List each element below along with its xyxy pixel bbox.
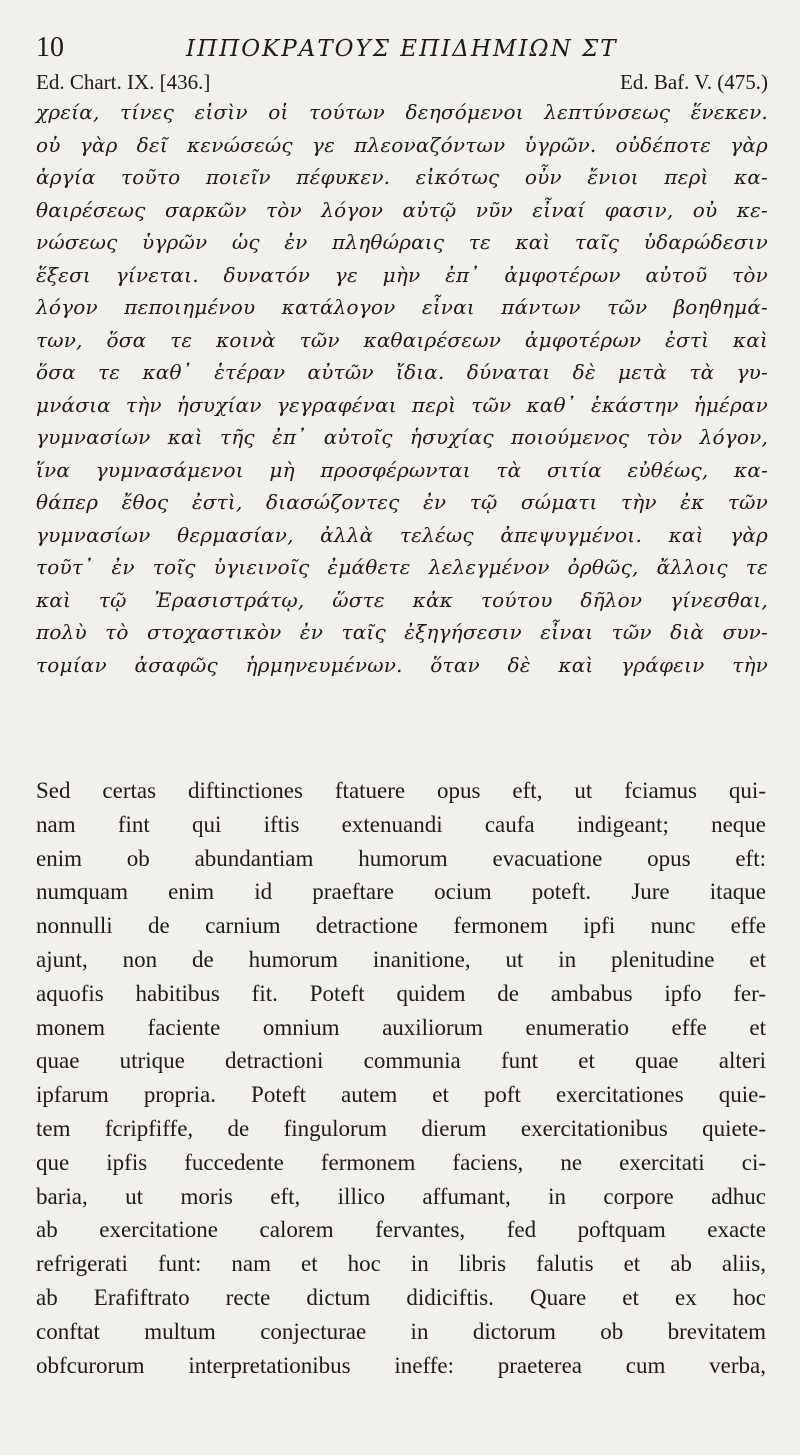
- latin-line: que ipfis fuccedente fermonem faciens, ne exercitati ci-: [36, 1149, 766, 1175]
- latin-text-block: [36, 774, 766, 1382]
- greek-line: θαιρέσεως σαρκῶν τὸν λόγον αὐτῷ νῦν εἶναί φασιν, οὐ κε-: [36, 197, 768, 222]
- latin-line: ab Erafiftrato recte dictum didiciftis. Quare et ex hoc: [36, 1284, 766, 1310]
- greek-line: μνάσια τὴν ἡσυχίαν γεγραφέναι περὶ τῶν καθ᾽ ἑκάστην ἡμέραν: [36, 392, 768, 417]
- edition-references: [36, 70, 768, 98]
- edition-reference-basel: Ed. Baf. V. (475.): [620, 70, 768, 94]
- greek-line: νώσεως ὑγρῶν ὡς ἐν πληθώραις τε καὶ ταῖς ὑδαρώδεσιν: [36, 230, 768, 254]
- greek-line: καὶ τῷ Ἐρασιστράτῳ, ὥστε κἀκ τούτου δῆλον γίνεσθαι,: [36, 587, 768, 612]
- latin-line: ipfarum propria. Poteft autem et poft exercitationes quie-: [36, 1082, 766, 1108]
- greek-line: γυμνασίων καὶ τῆς ἐπ᾽ αὐτοῖς ἡσυχίας ποιούμενος τὸν λόγον,: [36, 425, 768, 449]
- latin-line: aquofis habitibus fit. Poteft quidem de ambabus ipfo fer-: [36, 980, 766, 1006]
- greek-line: λόγον πεποιημένου κατάλογον εἶναι πάντων τῶν βοηθημά-: [36, 295, 768, 319]
- greek-line: ὅσα τε καθ᾽ ἑτέραν αὐτῶν ἴδια. δύναται δὲ μετὰ τὰ γυ-: [36, 360, 768, 384]
- latin-line: numquam enim id praeftare ocium poteft. Jure itaque: [36, 879, 766, 905]
- running-title: ΙΠΠΟΚΡΑΤΟΥΣ ΕΠΙΔΗΜΙΩΝ ΣΤ: [186, 36, 618, 62]
- greek-line: πολὺ τὸ στοχαστικὸν ἐν ταῖς ἐξηγήσεσιν εἶναι τῶν διὰ συν-: [36, 620, 768, 644]
- latin-line: tem fcripfiffe, de fingulorum dierum exercitationibus quiete-: [36, 1115, 766, 1141]
- latin-line: monem faciente omnium auxiliorum enumeratio effe et: [36, 1014, 766, 1040]
- latin-line: ajunt, non de humorum inanitione, ut in plenitudine et: [36, 946, 766, 972]
- greek-line: τομίαν ἀσαφῶς ἡρμηνευμένων. ὅταν δὲ καὶ γράφειν τὴν: [36, 652, 768, 677]
- latin-line: quae utrique detractioni communia funt et quae alteri: [36, 1048, 766, 1074]
- latin-line: nonnulli de carnium detractione fermonem ipfi nunc effe: [36, 913, 766, 939]
- page-header: [36, 30, 768, 70]
- greek-line: γυμνασίων θερμασίαν, ἀλλὰ τελέως ἀπεψυγμένοι. καὶ γὰρ: [36, 522, 768, 547]
- greek-line: ἕξεσι γίνεται. δυνατόν γε μὴν ἐπ᾽ ἀμφοτέρων αὐτοῦ τὸν: [36, 262, 768, 287]
- latin-line: nam fint qui iftis extenuandi caufa indigeant; neque: [36, 811, 766, 837]
- latin-line: baria, ut moris eft, illico affumant, in corpore adhuc: [36, 1183, 766, 1209]
- greek-line: των, ὅσα τε κοινὰ τῶν καθαιρέσεων ἀμφοτέρων ἐστὶ καὶ: [36, 327, 768, 352]
- greek-line: ἀργία τοῦτο ποιεῖν πέφυκεν. εἰκότως οὖν ἔνιοι περὶ κα-: [36, 165, 768, 189]
- latin-line: ab exercitatione calorem fervantes, fed poftquam exacte: [36, 1217, 766, 1243]
- latin-line: conftat multum conjecturae in dictorum ob brevitatem: [36, 1318, 766, 1344]
- page-number: 10: [36, 32, 64, 63]
- latin-line: obfcurorum interpretationibus ineffe: praeterea cum verba,: [36, 1352, 766, 1378]
- greek-line: ἵνα γυμνασάμενοι μὴ προσφέρωνται τὰ σιτία εὐθέως, κα-: [36, 457, 768, 482]
- greek-line: τοῦτ᾽ ἐν τοῖς ὑγιεινοῖς ἐμάθετε λελεγμένον ὀρθῶς, ἄλλοις τε: [36, 555, 768, 579]
- latin-line: enim ob abundantiam humorum evacuatione opus eft:: [36, 845, 766, 871]
- greek-text-block: [36, 96, 768, 681]
- greek-line: χρεία, τίνες εἰσὶν οἱ τούτων δεησόμενοι λεπτύνσεως ἕνεκεν.: [36, 100, 768, 124]
- latin-line: Sed certas diftinctiones ftatuere opus eft, ut fciamus qui-: [36, 778, 766, 803]
- edition-reference-chart: Ed. Chart. IX. [436.]: [36, 70, 211, 94]
- greek-line: θάπερ ἔθος ἐστὶ, διασώζοντες ἐν τῷ σώματι τὴν ἐκ τῶν: [36, 490, 768, 514]
- greek-line: οὐ γὰρ δεῖ κενώσεώς γε πλεοναζόντων ὑγρῶν. οὐδέποτε γὰρ: [36, 132, 768, 157]
- latin-line: refrigerati funt: nam et hoc in libris falutis et ab aliis,: [36, 1251, 766, 1277]
